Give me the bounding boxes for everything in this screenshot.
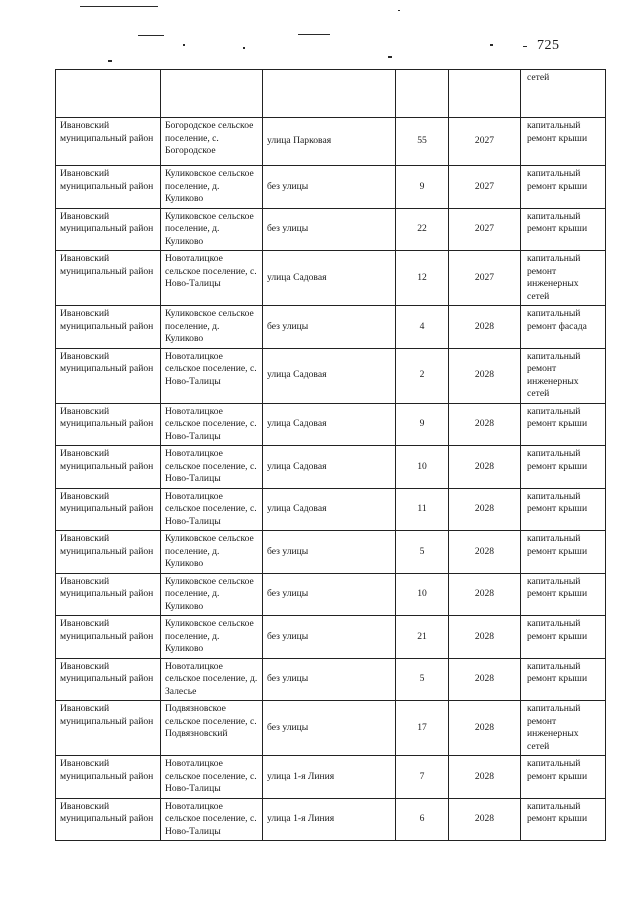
table-row	[56, 756, 606, 799]
year-cell: 2027	[449, 118, 521, 166]
street-cell: без улицы	[263, 306, 396, 349]
district-cell: Ивановский муниципальный район	[56, 616, 161, 659]
street-cell: улица Садовая	[263, 348, 396, 403]
work-type-cell: капитальный ремонт крыши	[521, 166, 606, 209]
settlement-cell: Богородское сельское поселение, с. Богородское	[161, 118, 263, 166]
district-cell: Ивановский муниципальный район	[56, 166, 161, 209]
house-number-cell: 10	[396, 446, 449, 489]
house-number-cell: 4	[396, 306, 449, 349]
year-cell: 2028	[449, 616, 521, 659]
settlement-cell: Куликовское сельское поселение, д. Куликово	[161, 306, 263, 349]
table-row	[56, 306, 606, 349]
work-type-cell: капитальный ремонт крыши	[521, 488, 606, 531]
street-cell: улица Парковая	[263, 118, 396, 166]
scan-mark	[490, 44, 493, 46]
year-cell: 2028	[449, 531, 521, 574]
district-cell: Ивановский муниципальный район	[56, 531, 161, 574]
work-type-cell: капитальный ремонт крыши	[521, 616, 606, 659]
house-number-cell: 6	[396, 798, 449, 841]
work-type-cell: капитальный ремонт крыши	[521, 531, 606, 574]
table-cell	[449, 70, 521, 118]
street-cell: без улицы	[263, 573, 396, 616]
table-row	[56, 798, 606, 841]
table-row	[56, 531, 606, 574]
street-cell: без улицы	[263, 208, 396, 251]
street-cell: без улицы	[263, 616, 396, 659]
scan-mark	[523, 46, 527, 47]
year-cell: 2028	[449, 306, 521, 349]
table-cell	[161, 70, 263, 118]
house-number-cell: 17	[396, 701, 449, 756]
table-row	[56, 573, 606, 616]
settlement-cell: Куликовское сельское поселение, д. Куликово	[161, 531, 263, 574]
district-cell: Ивановский муниципальный район	[56, 251, 161, 306]
street-cell: улица Садовая	[263, 488, 396, 531]
work-type-cell: капитальный ремонт крыши	[521, 403, 606, 446]
scan-mark	[298, 34, 330, 35]
settlement-cell: Куликовское сельское поселение, д. Куликово	[161, 208, 263, 251]
settlement-cell: Подвязновское сельское поселение, с. Подвязновский	[161, 701, 263, 756]
house-number-cell: 12	[396, 251, 449, 306]
house-number-cell: 55	[396, 118, 449, 166]
scan-mark	[108, 60, 112, 62]
district-cell: Ивановский муниципальный район	[56, 658, 161, 701]
house-number-cell: 7	[396, 756, 449, 799]
street-cell: улица Садовая	[263, 446, 396, 489]
settlement-cell: Куликовское сельское поселение, д. Куликово	[161, 616, 263, 659]
repair-schedule-table	[55, 69, 606, 841]
house-number-cell: 5	[396, 658, 449, 701]
year-cell: 2027	[449, 208, 521, 251]
table-cell	[56, 70, 161, 118]
table-row	[56, 166, 606, 209]
table-cell	[396, 70, 449, 118]
work-type-cell: капитальный ремонт инженерных сетей	[521, 701, 606, 756]
settlement-cell: Новоталицкое сельское поселение, с. Ново-Талицы	[161, 488, 263, 531]
table-row	[56, 118, 606, 166]
street-cell: без улицы	[263, 166, 396, 209]
settlement-cell: Новоталицкое сельское поселение, с. Ново-Талицы	[161, 798, 263, 841]
work-type-cell: капитальный ремонт крыши	[521, 573, 606, 616]
house-number-cell: 10	[396, 573, 449, 616]
house-number-cell: 11	[396, 488, 449, 531]
year-cell: 2028	[449, 403, 521, 446]
district-cell: Ивановский муниципальный район	[56, 701, 161, 756]
table-row	[56, 251, 606, 306]
work-type-cell: сетей	[521, 70, 606, 118]
table-row	[56, 403, 606, 446]
scan-mark	[243, 47, 245, 49]
scan-mark	[80, 6, 158, 7]
district-cell: Ивановский муниципальный район	[56, 488, 161, 531]
house-number-cell: 9	[396, 166, 449, 209]
scan-mark	[388, 56, 392, 58]
year-cell: 2028	[449, 701, 521, 756]
work-type-cell: капитальный ремонт инженерных сетей	[521, 251, 606, 306]
district-cell: Ивановский муниципальный район	[56, 403, 161, 446]
carry-over-row	[56, 70, 606, 118]
year-cell: 2027	[449, 251, 521, 306]
work-type-cell: капитальный ремонт крыши	[521, 658, 606, 701]
work-type-cell: капитальный ремонт крыши	[521, 756, 606, 799]
work-type-cell: капитальный ремонт крыши	[521, 118, 606, 166]
year-cell: 2028	[449, 573, 521, 616]
work-type-cell: капитальный ремонт инженерных сетей	[521, 348, 606, 403]
year-cell: 2028	[449, 488, 521, 531]
street-cell: улица 1-я Линия	[263, 798, 396, 841]
district-cell: Ивановский муниципальный район	[56, 573, 161, 616]
page-number: 725	[537, 38, 560, 53]
settlement-cell: Куликовское сельское поселение, д. Куликово	[161, 573, 263, 616]
street-cell: улица Садовая	[263, 251, 396, 306]
district-cell: Ивановский муниципальный район	[56, 306, 161, 349]
work-type-cell: капитальный ремонт крыши	[521, 798, 606, 841]
district-cell: Ивановский муниципальный район	[56, 208, 161, 251]
district-cell: Ивановский муниципальный район	[56, 446, 161, 489]
house-number-cell: 2	[396, 348, 449, 403]
district-cell: Ивановский муниципальный район	[56, 756, 161, 799]
year-cell: 2028	[449, 658, 521, 701]
settlement-cell: Новоталицкое сельское поселение, с. Ново-Талицы	[161, 348, 263, 403]
work-type-cell: капитальный ремонт крыши	[521, 208, 606, 251]
scan-mark	[398, 10, 400, 11]
house-number-cell: 5	[396, 531, 449, 574]
table-row	[56, 616, 606, 659]
year-cell: 2028	[449, 756, 521, 799]
work-type-cell: капитальный ремонт крыши	[521, 446, 606, 489]
street-cell: улица 1-я Линия	[263, 756, 396, 799]
year-cell: 2028	[449, 348, 521, 403]
table-row	[56, 208, 606, 251]
table-cell	[263, 70, 396, 118]
house-number-cell: 22	[396, 208, 449, 251]
street-cell: без улицы	[263, 701, 396, 756]
table-row	[56, 348, 606, 403]
scan-mark	[183, 44, 185, 46]
district-cell: Ивановский муниципальный район	[56, 118, 161, 166]
settlement-cell: Новоталицкое сельское поселение, с. Ново-Талицы	[161, 756, 263, 799]
district-cell: Ивановский муниципальный район	[56, 798, 161, 841]
settlement-cell: Новоталицкое сельское поселение, с. Ново-Талицы	[161, 403, 263, 446]
year-cell: 2028	[449, 446, 521, 489]
year-cell: 2027	[449, 166, 521, 209]
street-cell: без улицы	[263, 658, 396, 701]
table-row	[56, 658, 606, 701]
district-cell: Ивановский муниципальный район	[56, 348, 161, 403]
house-number-cell: 9	[396, 403, 449, 446]
table-row	[56, 446, 606, 489]
table-row	[56, 701, 606, 756]
street-cell: улица Садовая	[263, 403, 396, 446]
year-cell: 2028	[449, 798, 521, 841]
settlement-cell: Новоталицкое сельское поселение, с. Ново-Талицы	[161, 446, 263, 489]
work-type-cell: капитальный ремонт фасада	[521, 306, 606, 349]
house-number-cell: 21	[396, 616, 449, 659]
settlement-cell: Новоталицкое сельское поселение, с. Ново-Талицы	[161, 251, 263, 306]
settlement-cell: Куликовское сельское поселение, д. Куликово	[161, 166, 263, 209]
settlement-cell: Новоталицкое сельское поселение, д. Залесье	[161, 658, 263, 701]
table-row	[56, 488, 606, 531]
street-cell: без улицы	[263, 531, 396, 574]
scan-mark	[138, 35, 164, 36]
